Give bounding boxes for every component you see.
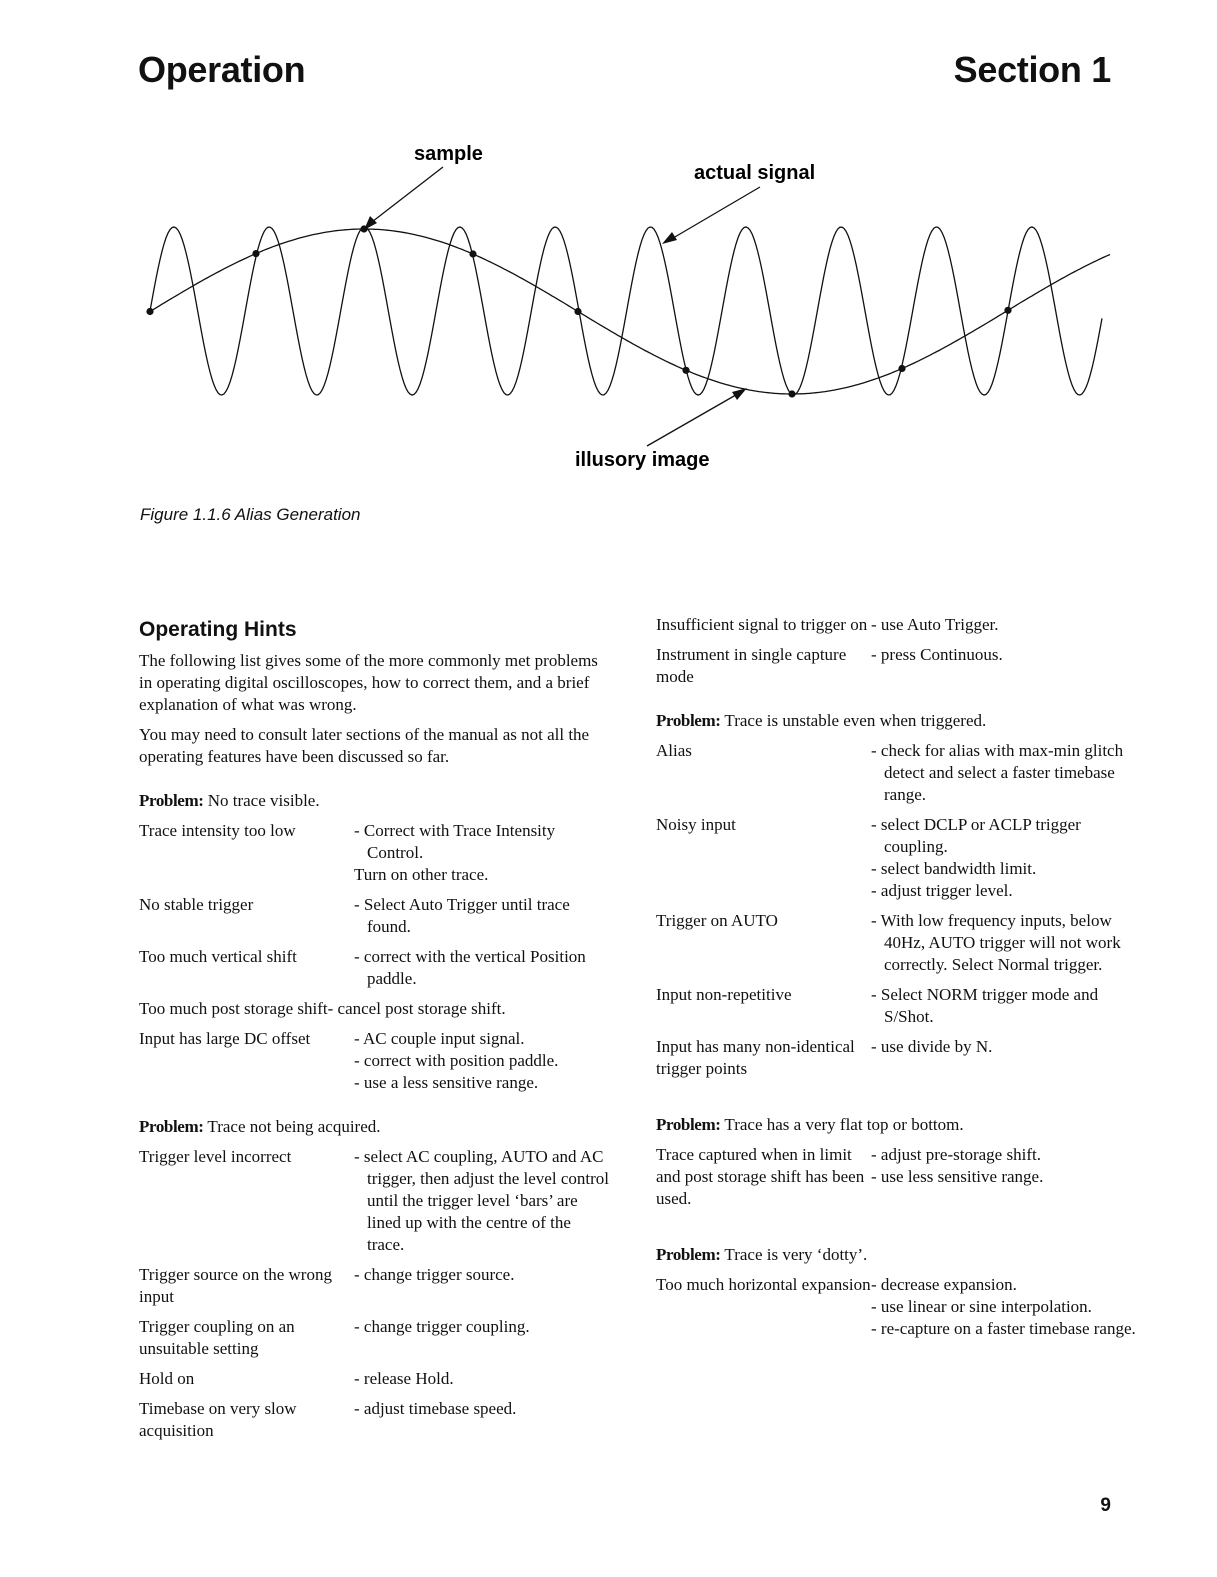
hint-cause: No stable trigger xyxy=(139,895,254,914)
hint-remedy xyxy=(354,1368,609,1390)
hint-remedy xyxy=(354,1146,609,1256)
hint-row xyxy=(656,910,1136,976)
problem-heading xyxy=(656,710,1136,732)
hint-row xyxy=(139,946,609,990)
sample-pointer-arrowhead xyxy=(364,216,377,230)
hint-cause: Trace captured when in limit and post storage shift has been used. xyxy=(656,1145,865,1208)
hint-remedy-line: - release Hold. xyxy=(354,1369,454,1388)
page-header-right: Section 1 xyxy=(953,49,1111,90)
hint-remedy xyxy=(871,614,1136,636)
hint-row xyxy=(139,1398,609,1442)
alias-generation-figure xyxy=(0,0,1217,500)
sample-point xyxy=(788,390,795,397)
hint-row xyxy=(139,1146,609,1256)
hint-cause: Trigger on AUTO xyxy=(656,911,778,930)
sample-label: sample xyxy=(414,143,483,165)
hint-remedy-line: - use Auto Trigger. xyxy=(871,615,999,634)
hint-remedy-line: - use less sensitive range. xyxy=(871,1167,1044,1186)
hint-remedy-line: - AC couple input signal. xyxy=(354,1029,525,1048)
hint-remedy-line: - Select Auto Trigger until trace found. xyxy=(354,895,570,936)
hint-cause: Hold on xyxy=(139,1369,195,1388)
hint-cause: Input non-repetitive xyxy=(656,985,792,1004)
left-column xyxy=(139,614,609,1450)
hint-remedy xyxy=(871,984,1136,1028)
illusory-image-wave xyxy=(150,229,1110,394)
hint-cause: Input has many non-identical trigger points xyxy=(656,1037,855,1078)
problem-label: Problem: xyxy=(656,711,721,730)
hint-remedy xyxy=(871,814,1136,902)
section-title: Operating Hints xyxy=(139,618,297,641)
hint-row xyxy=(656,644,1136,688)
problem-heading xyxy=(139,1116,609,1138)
illusory-image-pointer-arrowhead xyxy=(732,388,747,400)
hint-remedy xyxy=(354,894,609,938)
hint-remedy xyxy=(354,946,609,990)
hint-row xyxy=(139,1368,609,1390)
hint-remedy-line: - select DCLP or ACLP trigger coupling. xyxy=(871,815,1081,856)
hint-remedy-line: - decrease expansion. xyxy=(871,1275,1017,1294)
intro-paragraph: The following list gives some of the more commonly met problems in operating digital oscilloscopes, how to correct them, and a brief explanation of what was wrong. xyxy=(139,651,598,714)
actual-signal-label: actual signal xyxy=(694,162,816,184)
hint-remedy-line: - Correct with Trace Intensity Control. xyxy=(354,821,556,862)
problem-label: Problem: xyxy=(656,1245,721,1264)
hint-remedy xyxy=(354,1398,609,1442)
hint-remedy-line: Turn on other trace. xyxy=(354,865,489,884)
hint-remedy-line: - select bandwidth limit. xyxy=(871,859,1037,878)
hint-remedy-line: - re-capture on a faster timebase range. xyxy=(871,1319,1136,1338)
hint-remedy xyxy=(354,820,609,886)
problem-label: Problem: xyxy=(656,1115,721,1134)
hint-row xyxy=(139,1316,609,1360)
problem-heading xyxy=(139,790,609,812)
illusory-image-label: illusory image xyxy=(575,449,710,471)
hint-row xyxy=(139,1028,609,1094)
hint-remedy xyxy=(871,1274,1136,1340)
sample-pointer-line xyxy=(368,167,443,225)
hint-remedy-line: - use a less sensitive range. xyxy=(354,1073,539,1092)
hint-cause: Trigger coupling on an unsuitable setting xyxy=(139,1317,295,1358)
hint-remedy-line: - use linear or sine interpolation. xyxy=(871,1297,1092,1316)
sample-points xyxy=(146,225,1011,397)
actual-signal-wave xyxy=(150,227,1102,395)
hint-row xyxy=(656,614,1136,636)
hint-cause: Trigger source on the wrong input xyxy=(139,1265,332,1306)
sample-point xyxy=(574,308,581,315)
hint-row xyxy=(656,1144,1136,1210)
problem-text: Trace is unstable even when triggered. xyxy=(720,711,987,730)
hint-remedy-line: - correct with position paddle. xyxy=(354,1051,559,1070)
hint-row xyxy=(656,1036,1136,1080)
page-header-left: Operation xyxy=(138,49,306,90)
problem-text: Trace has a very flat top or bottom. xyxy=(720,1115,964,1134)
hint-remedy-line: - check for alias with max-min glitch detect and select a faster timebase range. xyxy=(871,741,1124,804)
hint-remedy xyxy=(871,644,1136,688)
problem-label: Problem: xyxy=(139,791,204,810)
hint-row xyxy=(656,740,1136,806)
hint-row xyxy=(139,1264,609,1308)
hint-cause: Insufficient signal to trigger on xyxy=(656,615,868,634)
sample-point xyxy=(682,367,689,374)
problem-text: No trace visible. xyxy=(203,791,320,810)
right-column xyxy=(656,614,1136,1348)
hint-cause: Timebase on very slow acquisition xyxy=(139,1399,297,1440)
hint-cause: Instrument in single capture mode xyxy=(656,645,847,686)
sample-point xyxy=(469,250,476,257)
hint-cause: Too much vertical shift xyxy=(139,947,297,966)
hint-remedy xyxy=(871,1144,1136,1210)
sample-point xyxy=(146,308,153,315)
hint-cause: Trace intensity too low xyxy=(139,821,296,840)
hint-remedy-line: - correct with the vertical Position paddle. xyxy=(354,947,586,988)
hint-remedy xyxy=(871,1036,1136,1080)
actual-signal-pointer-line xyxy=(668,187,760,241)
hint-cause: Input has large DC offset xyxy=(139,1029,311,1048)
figure-caption: Figure 1.1.6 Alias Generation xyxy=(140,505,361,524)
problem-heading xyxy=(656,1114,1136,1136)
hint-row xyxy=(656,1274,1136,1340)
hint-row xyxy=(139,820,609,886)
problem-label: Problem: xyxy=(139,1117,204,1136)
hint-row xyxy=(656,814,1136,902)
hint-cause: Noisy input xyxy=(656,815,736,834)
hint-remedy-line: - adjust timebase speed. xyxy=(354,1399,517,1418)
hint-remedy-line: - With low frequency inputs, below 40Hz, AUTO trigger will not work correctly. Select Normal trigger. xyxy=(871,911,1121,974)
hint-remedy-line: - select AC coupling, AUTO and AC trigger, then adjust the level control until the trigger level ‘bars’ are lined up with the centre of the trace. xyxy=(354,1147,609,1254)
sample-point xyxy=(898,365,905,372)
hint-remedy-line: - Select NORM trigger mode and S/Shot. xyxy=(871,985,1099,1026)
problem-text: Trace not being acquired. xyxy=(203,1117,381,1136)
hint-remedy-line: - change trigger source. xyxy=(354,1265,515,1284)
hint-remedy-line: - adjust trigger level. xyxy=(871,881,1013,900)
hint-cause: Alias xyxy=(656,741,692,760)
sample-point xyxy=(252,250,259,257)
hint-remedy xyxy=(354,1028,609,1094)
hint-remedy-line: - use divide by N. xyxy=(871,1037,993,1056)
problem-text: Trace is very ‘dotty’. xyxy=(720,1245,868,1264)
actual-signal-pointer-arrowhead xyxy=(662,232,677,244)
hint-cause: Trigger level incorrect xyxy=(139,1147,292,1166)
hint-remedy xyxy=(354,1264,609,1308)
hint-remedy-line: - press Continuous. xyxy=(871,645,1003,664)
hint-remedy xyxy=(871,910,1136,976)
hint-remedy xyxy=(871,740,1136,806)
sample-point xyxy=(1004,307,1011,314)
hint-remedy xyxy=(354,1316,609,1360)
hint-cause: Too much horizontal expansion xyxy=(656,1275,871,1294)
hint-row xyxy=(139,894,609,938)
hint-remedy-line: - adjust pre-storage shift. xyxy=(871,1145,1041,1164)
problem-heading xyxy=(656,1244,1136,1266)
hint-row-full: Too much post storage shift- cancel post storage shift. xyxy=(139,999,506,1018)
intro-paragraph: You may need to consult later sections of the manual as not all the operating features have been discussed so far. xyxy=(139,725,590,766)
hint-row xyxy=(656,984,1136,1028)
hint-remedy-line: - change trigger coupling. xyxy=(354,1317,530,1336)
page-number: 9 xyxy=(1100,1495,1111,1516)
illusory-image-pointer-line xyxy=(647,392,741,446)
